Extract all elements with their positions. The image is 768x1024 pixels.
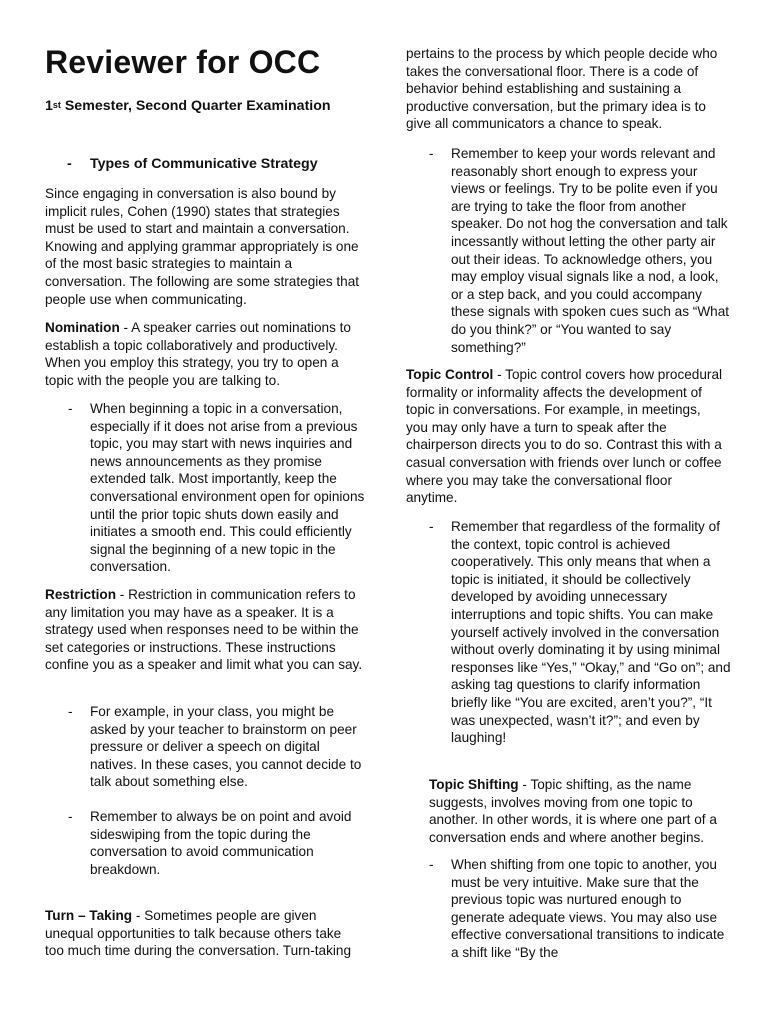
topic-control-bullet: [429, 518, 731, 747]
turn-taking-paragraph: [45, 907, 363, 960]
restriction-bullet-1-text: For example, in your class, you might be asked by your teacher to brainstorm on peer pressure or deliver a speech on digital natives. In these cases, you cannot decide to talk about something else.: [90, 704, 362, 790]
turn-taking-term: Turn – Taking: [45, 908, 133, 923]
turn-taking-bullet: [429, 145, 731, 356]
intro-paragraph: Since engaging in conversation is also bound by implicit rules, Cohen (1990) states that strategies must be used to start and maintain a conversation. Knowing and applying grammar appropriately is one of the most basic strategies to maintain a conversation. The following are some strategies that people use when communicating.: [45, 186, 360, 307]
section-heading: [67, 156, 318, 172]
turn-taking-bullet-text: Remember to keep your words relevant and reasonably short enough to express your views or feelings. Try to be polite even if you are trying to take the floor from another speaker. Do not hog the conversation and talk incessantly without letting the other party air out their ideas. To acknowledge others, you may employ visual signals like a nod, a look, or a step back, and you could accompany these signals with spoken cues such as “What do you think?” or “You wanted to say something?”: [451, 146, 730, 355]
turn-taking-text: - Sometimes people are given unequal opportunities to talk because others take too much time during the conversation. Turn-taking: [45, 908, 352, 959]
nomination-term: Nomination: [45, 320, 120, 335]
topic-control-bullet-text: Remember that regardless of the formality of the context, topic control is achieved cooperatively. This only means that when a topic is initiated, it should be collectively developed by avoiding unnecessary interruptions and topic shifts. You can make yourself actively involved in the conversation without overly dominating it by using minimal responses like “Yes,” “Okay,” and “Go on”; and asking tag questions to clarify information briefly like “You are excited, aren’t you?”, “It was unexpected, wasn’t it?”; and even by laughing!: [451, 519, 731, 746]
restriction-bullet-2: [68, 808, 370, 878]
subtitle-text: Semester, Second Quarter Examination: [60, 98, 331, 114]
nomination-paragraph: [45, 319, 363, 389]
turn-taking-continued: pertains to the process by which people decide who takes the conversational floor. There is a code of behavior behind establishing and sustaining a productive conversation, but the primary idea is to give all communicators a chance to speak.: [406, 46, 718, 132]
restriction-paragraph: [45, 586, 363, 674]
topic-shifting-term: Topic Shifting: [429, 777, 519, 792]
section-dash: -: [67, 156, 72, 172]
topic-control-text: - Topic control covers how procedural formality or informality affects the development of topic in conversations. For example, in meetings, you may only have a turn to speak after the chairperson directs you to do so. Contrast this with a casual conversation with friends over lunch or coffee where you may take the conversational floor anytime.: [406, 367, 723, 506]
bullet-dash: -: [68, 704, 73, 719]
right-column: [406, 0, 731, 1024]
topic-shifting-bullet-text: When shifting from one topic to another, you must be very intuitive. Make sure that the previous topic was nurtured enough to generate adequate views. You may also use effective conversational transitions to indicate a shift like “By the: [451, 857, 725, 960]
nomination-bullet-text: When beginning a topic in a conversation, especially if it does not arise from a previous topic, you may start with news inquiries and news announcements as they promise extended talk. Most importantly, keep the conversational environment open for opinions until the prior topic shuts down easily and initiates a smooth end. This could efficiently signal the beginning of a new topic in the conversation.: [90, 401, 365, 575]
restriction-bullet-1: [68, 703, 370, 791]
restriction-term: Restriction: [45, 587, 117, 602]
section-heading-text: Types of Communicative Strategy: [90, 156, 318, 172]
topic-shifting-bullet: [429, 856, 731, 962]
nomination-text: - A speaker carries out nominations to establish a topic collaboratively and productively. When you employ this strategy, you try to open a topic with the people you are talking to.: [45, 320, 351, 388]
topic-shifting-paragraph: [429, 776, 725, 846]
topic-control-term: Topic Control: [406, 367, 494, 382]
topic-control-paragraph: [406, 366, 724, 507]
page-title: Reviewer for OCC: [45, 44, 321, 80]
topic-shifting-text: - Topic shifting, as the name suggests, involves moving from one topic to another. In other words, it is where one part of a conversation ends and where another begins.: [429, 777, 717, 845]
restriction-text: - Restriction in communication refers to any limitation you may have as a speaker. It is a strategy used when responses need to be within the set categories or instructions. These instructions confine you as a speaker and limit what you can say.: [45, 587, 363, 673]
restriction-bullet-2-text: Remember to always be on point and avoid sideswiping from the topic during the conversation to avoid communication breakdown.: [90, 809, 352, 877]
nomination-bullet: [68, 400, 370, 576]
bullet-dash: -: [68, 401, 73, 416]
left-column: [45, 0, 363, 1024]
bullet-dash: -: [429, 519, 434, 534]
subtitle-superscript: st: [52, 100, 61, 110]
page-subtitle: [45, 98, 331, 114]
bullet-dash: -: [429, 857, 434, 872]
bullet-dash: -: [68, 809, 73, 824]
bullet-dash: -: [429, 146, 434, 161]
subtitle-number: 1: [45, 98, 53, 114]
